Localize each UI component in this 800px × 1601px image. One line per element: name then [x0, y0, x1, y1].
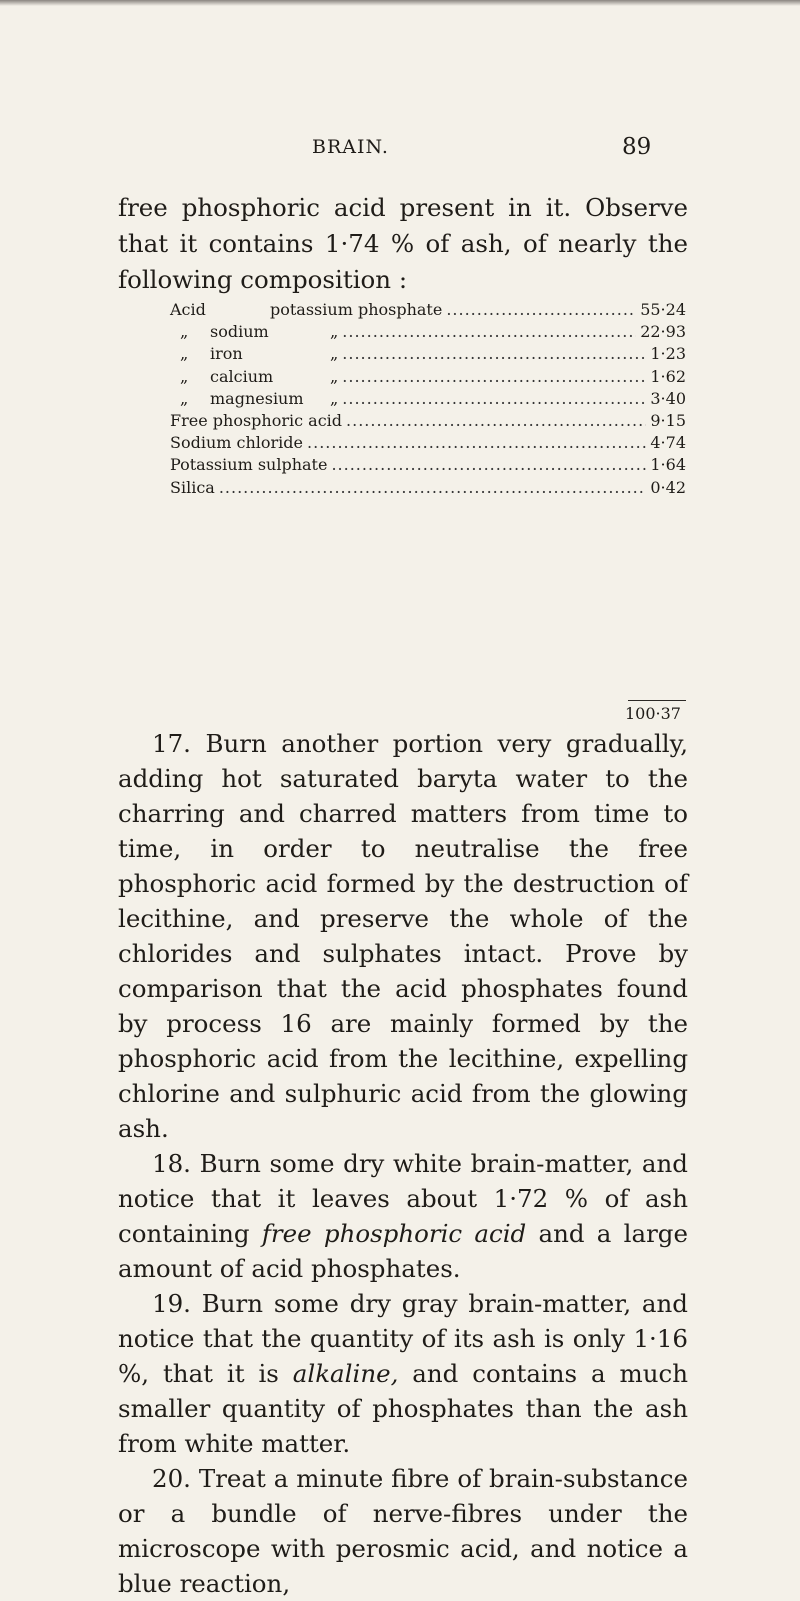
paragraph-20: 20. Treat a minute fibre of brain-substance or a bundle of nerve-fibres under the microscope with perosmic acid, and notice a blue reaction, [118, 1464, 688, 1598]
ditto-mark: „ [330, 344, 339, 364]
emphasis-free-phosphoric-acid: free phosphoric acid [261, 1219, 527, 1248]
dot-leader [346, 411, 646, 430]
total-rule [628, 700, 686, 701]
row-value: 4·74 [650, 433, 686, 453]
paragraph-18: 18. Burn some dry white brain-matter, and notice that it leaves about 1·72 % of ash containing free phosphoric acid and a large amount of acid phosphates. [118, 1149, 688, 1283]
table-row [170, 322, 686, 344]
table-row [170, 455, 686, 477]
emphasis-alkaline: alkaline, [292, 1359, 399, 1388]
row-label: Potassium sulphate [170, 455, 328, 475]
ditto-mark: „ [330, 366, 339, 386]
dot-leader [307, 433, 646, 452]
ditto-mark: „ [180, 388, 189, 408]
table-row [170, 300, 686, 322]
paragraph-19: 19. Burn some dry gray brain-matter, and notice that the quantity of its ash is only 1·16 %, that it is alkaline, and contains a much smaller quantity of phosphates than the ash from white matter. [118, 1289, 689, 1458]
dot-leader [342, 367, 646, 386]
paragraph-17: 17. Burn another portion very gradually, adding hot saturated baryta water to the charring and charred matters from time to time, in order to neutralise the free phosphoric acid formed by the destruction of lecithine, and preserve the whole of the chlorides and sulphates intact. Prove by comparison that the acid phosphates found by process 16 are mainly formed by the phosphoric acid from the lecithine, expelling chlorine and sulphuric acid from the glowing ash. [118, 729, 688, 1143]
row-label: magnesium [210, 388, 304, 408]
dot-leader [331, 455, 646, 474]
ditto-mark: „ [330, 322, 339, 342]
row-value: 0·42 [650, 477, 686, 497]
row-value: 9·15 [650, 410, 686, 430]
row-value: 1·64 [650, 455, 686, 475]
instructions-body [118, 726, 688, 1601]
row-value: 55·24 [640, 300, 686, 319]
row-prefix: Acid [170, 300, 206, 319]
table-row [170, 478, 686, 500]
table-row [170, 411, 686, 433]
ditto-mark: „ [180, 322, 189, 342]
row-label: Free phosphoric acid [170, 410, 343, 430]
ash-composition-table [170, 300, 686, 500]
page-number: 89 [622, 134, 652, 160]
table-row [170, 367, 686, 389]
row-value: 22·93 [640, 322, 686, 342]
table-row [170, 344, 686, 366]
page-edge-shadow [0, 0, 800, 6]
ditto-mark: „ [180, 366, 189, 386]
dot-leader [446, 300, 636, 319]
intro-paragraph: free phosphoric acid present in it. Observe that it contains 1·74 % of ash, of nearly the following composition : [118, 193, 688, 294]
row-label: calcium [210, 366, 274, 386]
ditto-mark: „ [180, 344, 189, 364]
table-total: 100·37 [625, 704, 681, 723]
row-label: Silica [170, 477, 215, 497]
table-row [170, 389, 686, 411]
dot-leader [342, 322, 636, 341]
row-label: Sodium chloride [170, 433, 304, 453]
row-label: sodium [210, 322, 269, 342]
table-row [170, 433, 686, 455]
dot-leader [219, 478, 647, 497]
row-value: 1·62 [650, 366, 686, 386]
running-head: BRAIN. [312, 136, 389, 158]
ditto-mark: „ [330, 388, 339, 408]
row-value: 1·23 [650, 344, 686, 364]
row-label: potassium phosphate [270, 300, 443, 319]
row-label: iron [210, 344, 243, 364]
dot-leader [342, 389, 646, 408]
dot-leader [342, 344, 646, 363]
row-value: 3·40 [650, 388, 686, 408]
